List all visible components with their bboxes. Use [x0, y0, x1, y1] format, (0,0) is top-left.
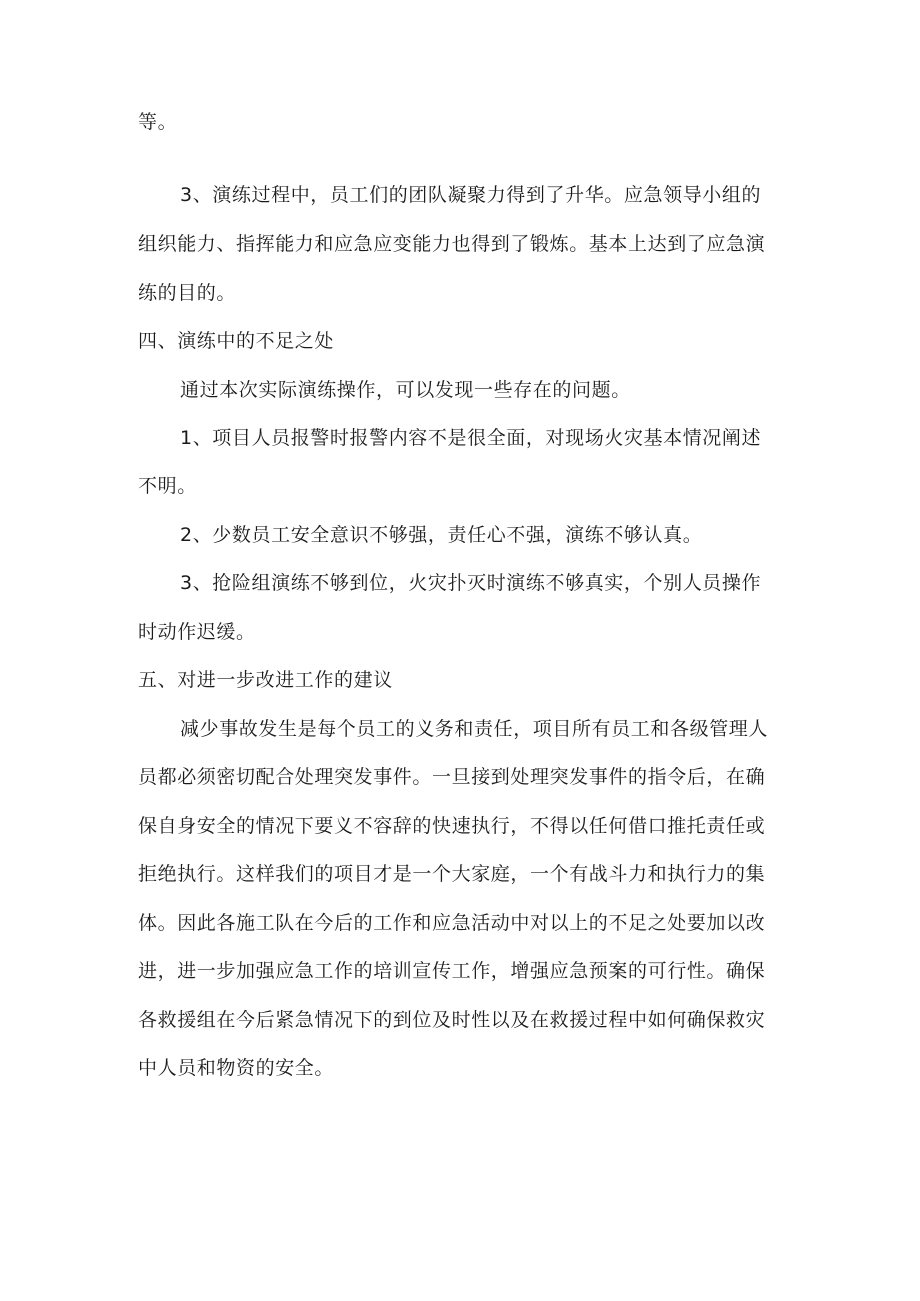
paragraph-line: 练的目的。: [138, 282, 237, 304]
paragraph-line: 2、少数员工安全意识不够强，责任心不强，演练不够认真。: [180, 524, 703, 546]
paragraph-line: 1、项目人员报警时报警内容不是很全面，对现场火灾基本情况阐述: [180, 427, 762, 449]
paragraph-line: 通过本次实际演练操作，可以发现一些存在的问题。: [180, 379, 631, 401]
paragraph-line: 不明。: [138, 475, 197, 497]
paragraph-line: 中人员和物资的安全。: [138, 1057, 335, 1079]
section-heading: 五、对进一步改进工作的建议: [138, 669, 393, 691]
paragraph-line: 体。因此各施工队在今后的工作和应急活动中对以上的不足之处要加以改: [138, 912, 766, 934]
paragraph-line: 时动作迟缓。: [138, 621, 256, 643]
paragraph-line: 保自身安全的情况下要义不容辞的快速执行，不得以任何借口推托责任或: [138, 815, 766, 837]
paragraph-line: 拒绝执行。这样我们的项目才是一个大家庭，一个有战斗力和执行力的集: [138, 863, 766, 885]
paragraph-line: 3、抢险组演练不够到位，火灾扑灭时演练不够真实，个别人员操作: [180, 572, 762, 594]
paragraph-line: 员都必须密切配合处理突发事件。一旦接到处理突发事件的指令后，在确: [138, 766, 766, 788]
paragraph-line: 3、演练过程中，员工们的团队凝聚力得到了升华。应急领导小组的: [180, 184, 762, 206]
paragraph-line: 各救援组在今后紧急情况下的到位及时性以及在救援过程中如何确保救灾: [138, 1009, 766, 1031]
section-heading: 四、演练中的不足之处: [138, 330, 335, 352]
paragraph-line: 进，进一步加强应急工作的培训宣传工作，增强应急预案的可行性。确保: [138, 960, 766, 982]
paragraph-line: 等。: [138, 111, 178, 133]
paragraph-line: 组织能力、指挥能力和应急应变能力也得到了锻炼。基本上达到了应急演: [138, 233, 766, 255]
paragraph-line: 减少事故发生是每个员工的义务和责任，项目所有员工和各级管理人: [180, 718, 769, 740]
